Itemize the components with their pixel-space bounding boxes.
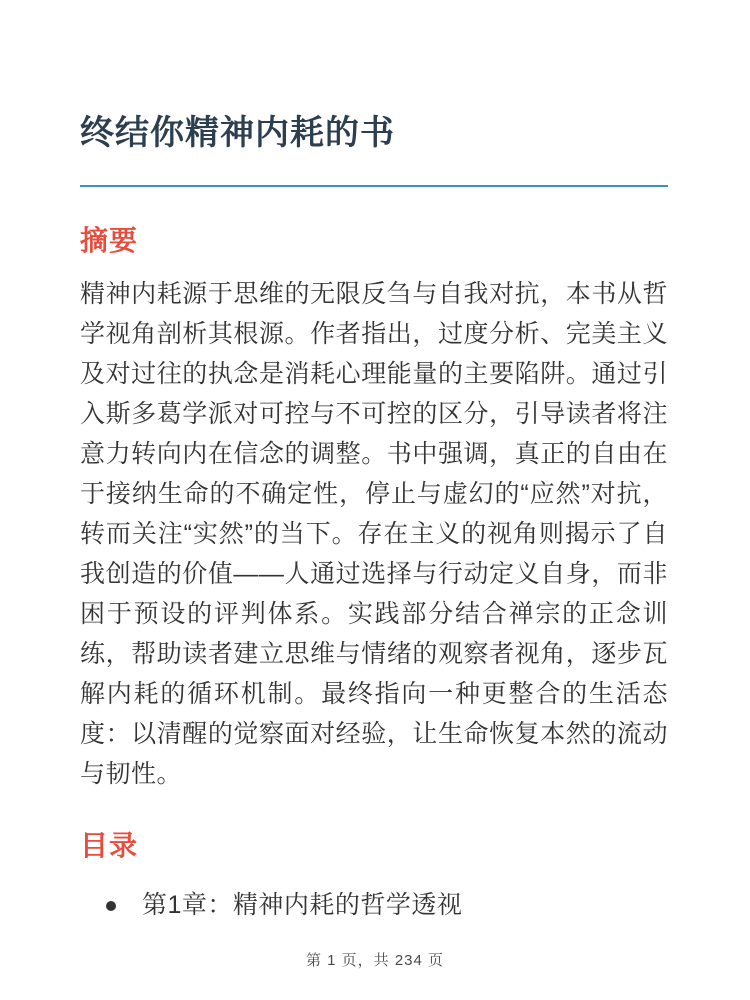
toc-item-label: 第1章：精神内耗的哲学透视: [142, 890, 463, 919]
bullet-icon: [106, 901, 116, 911]
abstract-paragraph: 精神内耗源于思维的无限反刍与自我对抗，本书从哲学视角剖析其根源。作者指出，过度分析、完美主义及对过往的执念是消耗心理能量的主要陷阱。通过引入斯多葛学派对可控与不可控的区分，引导读者将注意力转向内在信念的调整。书中强调，真正的自由在于接纳生命的不确定性，停止与虚幻的“应然”对抗，转而关注“实然”的当下。存在主义的视角则揭示了自我创造的价值——人通过选择与行动定义自身，而非困于预设的评判体系。实践部分结合禅宗的正念训练，帮助读者建立思维与情绪的观察者视角，逐步瓦解内耗的循环机制。最终指向一种更整合的生活态度：以清醒的觉察面对经验，让生命恢复本然的流动与韧性。: [80, 280, 668, 789]
toc-heading: 目录: [80, 830, 139, 862]
toc-list: [80, 888, 668, 922]
page-title: 终结你精神内耗的书: [80, 114, 395, 152]
abstract-heading: 摘要: [80, 224, 139, 256]
page-number-indicator: 第 1 页，共 234 页: [305, 952, 445, 969]
title-divider: [80, 185, 668, 187]
toc-item: [80, 888, 668, 922]
